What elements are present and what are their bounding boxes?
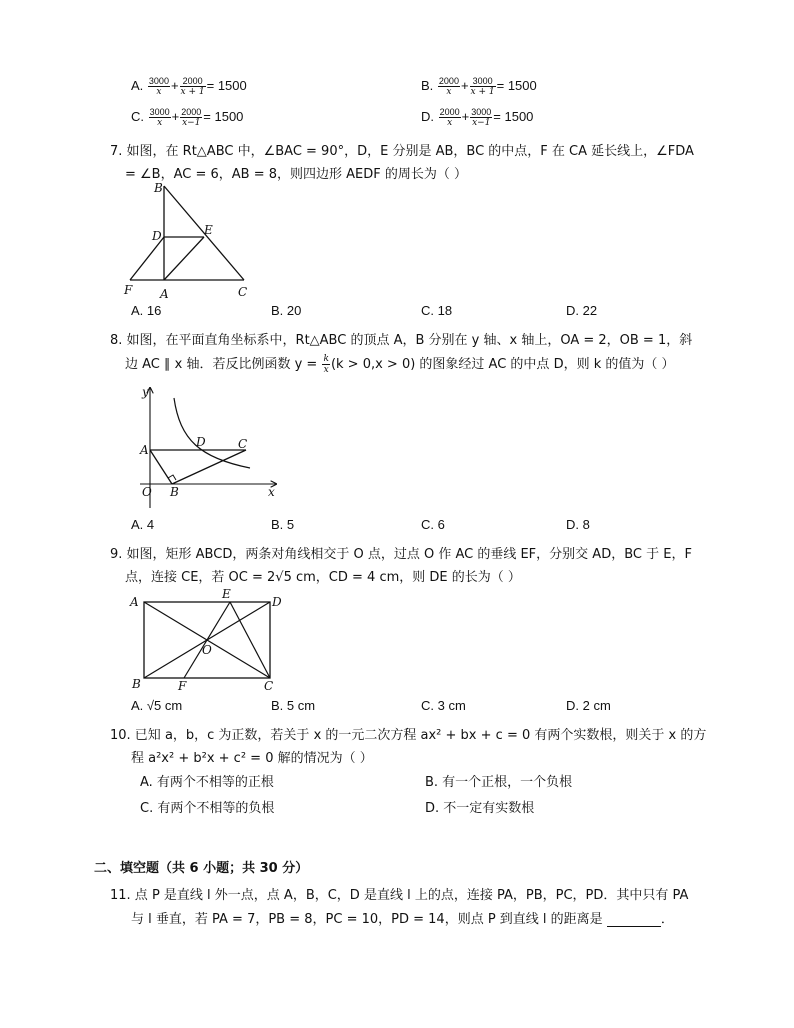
q9-option-d: D. 2 cm [566,698,611,713]
q10-option-d: D. 不一定有实数根 [425,801,535,816]
option-label: A. [131,77,144,93]
fraction [148,76,170,97]
q8-option-c: C. 6 [421,517,445,532]
rhs: = 1500 [493,108,534,124]
fraction [180,107,202,128]
q8-line2 [125,353,675,375]
q9-line2: 点，连接 CE，若 OC = 2√5 cm，CD = 4 cm，则 DE 的长为（ ） [125,570,521,585]
label-d: D [272,595,282,609]
label-c: C [238,437,248,451]
q6-option-c: C. $\frac{3000}{x}$ + $\frac{2000}{x-1}$ = 1500 [131,107,244,128]
q9-figure [128,588,288,692]
label-a: A [130,595,139,609]
numerator: 2000 [181,107,202,117]
denominator: x + 1 [470,87,495,97]
label-c: C [264,679,274,692]
q7-figure [120,180,260,302]
label-a: A [140,443,149,457]
label-e: E [204,223,213,237]
q7-option-d: D. 22 [566,303,598,318]
denominator: x [446,87,452,97]
q6-option-b: B. $\frac{2000}{x}$ + $\frac{3000}{x + 1}$ = 1500 [421,76,537,97]
option-label: D. [421,108,434,124]
q11-line2-text: 与 l 垂直，若 PA = 7，PB = 8，PC = 10，PD = 14，则点 P 到直线 l 的距离是 [131,912,603,927]
q11-line2-end: ． [660,912,674,927]
numerator: 2000 [180,76,206,87]
q6-option-d: D. $\frac{2000}{x}$ + $\frac{3000}{x-1}$ = 1500 [421,107,534,128]
fraction [149,107,171,128]
numerator: 2000 [438,76,459,86]
numerator: 3000 [148,76,169,86]
q10-option-c: C. 有两个不相等的负根 [140,801,275,816]
numerator: k [323,354,329,364]
label-b: B [170,485,179,499]
label-x: x [268,485,275,499]
fraction [439,107,461,128]
fraction [322,354,329,375]
fraction [470,76,496,97]
denominator: x−1 [472,118,491,128]
option-label: C. [131,108,144,124]
q9-option-c: C. 3 cm [421,698,466,713]
label-o: O [142,485,152,499]
q6-option-a: A. $\frac{3000}{x}$ + $\frac{2000}{x + 1}$ = 1500 [131,76,247,97]
denominator: x−1 [182,118,201,128]
q8-line2-end: (k > 0,x > 0) 的图象经过 AC 的中点 D，则 k 的值为（ ） [330,357,675,372]
numerator: 3000 [149,107,170,117]
numerator: 3000 [470,76,496,87]
q8-line1: 8. 如图，在平面直角坐标系中，Rt△ABC 的顶点 A，B 分别在 y 轴、x 轴上，OA = 2，OB = 1，斜 [110,333,693,348]
fraction [180,76,206,97]
denominator: x [447,118,453,128]
option-label: B. [421,77,434,93]
denominator: x [323,365,329,375]
q11-line2 [131,908,674,927]
q9-line1: 9. 如图，矩形 ABCD，两条对角线相交于 O 点，过点 O 作 AC 的垂线 EF，分别交 AD，BC 于 E，F [110,547,692,562]
q10-line2: 程 a²x² + b²x + c² = 0 解的情况为（ ） [131,751,373,766]
q10-option-b: B. 有一个正根，一个负根 [425,775,573,790]
label-e: E [222,588,231,601]
numerator: 2000 [439,107,460,117]
q7-line1: 7. 如图，在 Rt△ABC 中，∠BAC = 90°，D，E 分别是 AB，BC 的中点，F 在 CA 延长线上，∠FDA [110,144,694,159]
q8-figure [128,380,288,512]
q7-option-a: A. 16 [131,303,162,318]
label-f: F [178,679,187,692]
label-d: D [152,229,162,243]
rhs: = 1500 [496,77,537,93]
label-f: F [124,283,133,297]
answer-blank[interactable] [607,914,661,927]
q7-line2: = ∠B，AC = 6，AB = 8，则四边形 AEDF 的周长为（ ） [125,167,467,182]
rhs: = 1500 [203,108,244,124]
label-y: y [142,385,149,399]
q10-option-a: A. 有两个不相等的正根 [140,775,274,790]
fraction [438,76,460,97]
denominator: x [156,87,162,97]
section-title: 二、填空题（共 6 小题；共 30 分） [94,861,309,876]
q9-option-b: B. 5 cm [271,698,316,713]
q7-option-c: C. 18 [421,303,453,318]
label-c: C [238,285,248,299]
numerator: 3000 [471,107,492,117]
fraction [470,107,492,128]
label-o: O [202,643,212,657]
label-a: A [160,287,169,301]
q9-option-a: A. √5 cm [131,698,183,713]
q8-option-d: D. 8 [566,517,590,532]
q8-line2-start: 边 AC ∥ x 轴．若反比例函数 y = [125,357,318,372]
denominator: x [157,118,163,128]
denominator: x + 1 [180,87,205,97]
rhs: = 1500 [206,77,247,93]
q8-option-a: A. 4 [131,517,155,532]
label-b: B [154,181,163,195]
q10-line1: 10. 已知 a，b，c 为正数，若关于 x 的一元二次方程 ax² + bx + c = 0 有两个实数根，则关于 x 的方 [110,728,707,743]
q8-option-b: B. 5 [271,517,295,532]
q7-option-b: B. 20 [271,303,302,318]
label-d: D [196,435,206,449]
q11-line1: 11. 点 P 是直线 l 外一点，点 A，B，C，D 是直线 l 上的点，连接 PA，PB，PC，PD．其中只有 PA [110,888,689,903]
label-b: B [132,677,141,691]
